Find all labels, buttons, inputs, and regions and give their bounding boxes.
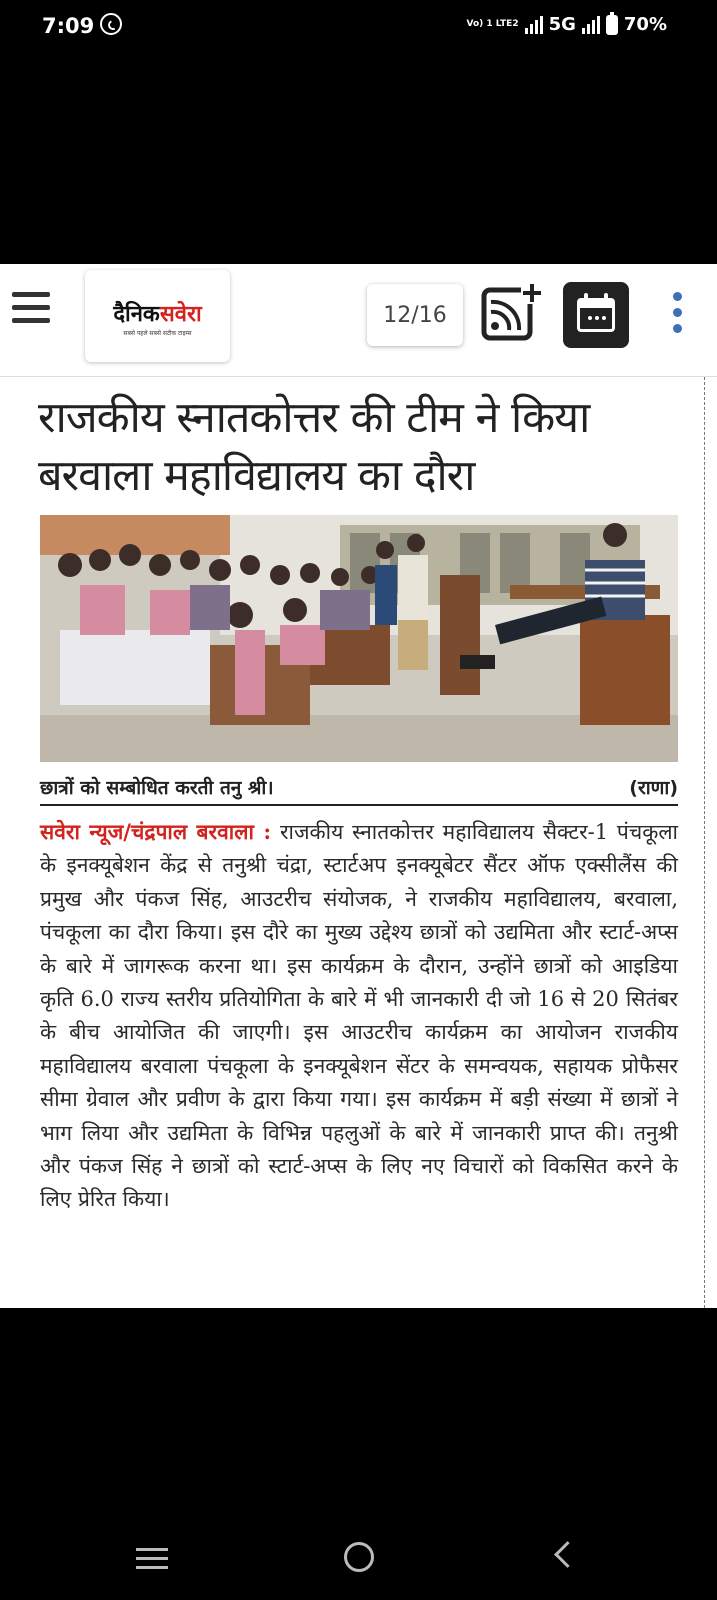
rss-add-icon[interactable] xyxy=(481,282,543,344)
more-vert-icon[interactable] xyxy=(673,292,683,340)
battery-percent: 70% xyxy=(623,14,667,35)
article-body xyxy=(40,815,678,1217)
page-indicator[interactable]: 12/16 xyxy=(367,284,463,346)
status-bar xyxy=(0,0,717,56)
article-page xyxy=(0,377,717,1308)
network-type: 5G xyxy=(548,14,576,35)
volte-label: Vo) 1 LTE2 xyxy=(466,19,519,29)
photo-credit: (राणा) xyxy=(629,777,678,799)
recents-icon[interactable] xyxy=(136,1548,168,1575)
newspaper-logo[interactable] xyxy=(85,270,230,362)
logo-tagline: सबसे पहले सबसे सटीक टाइम्स xyxy=(123,330,192,337)
back-icon[interactable] xyxy=(554,1541,581,1568)
app-header xyxy=(0,264,717,377)
logo-text-black: दैनिक xyxy=(113,301,160,327)
photo-caption-row xyxy=(40,770,678,806)
article-body-text: राजकीय स्नातकोत्तर महाविद्यालय सैक्टर-1 पंचकूला के इनक्यूबेशन केंद्र से तनुश्री चंद्रा, स्टार्टअप इनक्यूबेटर सैंटर ऑफ एक्सीलैंस की प्रमुख और पंकज सिंह, आउटरीच संयोजक, ने राजकीय महाविद्यालय, बरवाला, पंचकूला का दौरा किया। इस दौरे का मुख्य उद्देश्य छात्रों को उद्यमिता और स्टार्ट-अप्स के बारे में जागरूक करना था। इस कार्यक्रम के दौरान, उन्होंने छात्रों को आइडिया कृति 6.0 राज्य स्तरीय प्रतियोगिता के बारे में भी जानकारी दी जो 16 से 20 सितंबर के बीच आयोजित की जाएगी। इस आउटरीच कार्यक्रम का आयोजन राजकीय महाविद्यालय बरवाला पंचकूला के इनक्यूबेशन सेंटर के समन्वयक, सहायक प्रोफैसर सीमा ग्रेवाल और प्रवीण के द्वारा किया गया। इस कार्यक्रम में बड़ी संख्या में छात्रों ने भाग लिया और उद्यमिता के विभिन्न पहलुओं के बारे में जानकारी प्राप्त की। तनुश्री और पंकज सिंह ने छात्रों को स्टार्ट-अप्स के लिए नए विचारों को विकसित करने के लिए प्रेरित किया। xyxy=(40,820,678,1212)
status-indicators xyxy=(467,14,668,35)
signal-icon xyxy=(525,16,543,34)
logo-text-red: सवेरा xyxy=(159,301,202,327)
article-dateline: सवेरा न्यूज/चंद्रपाल बरवाला : xyxy=(40,819,272,844)
home-icon[interactable] xyxy=(344,1542,374,1572)
status-time: 7:09 xyxy=(42,14,95,38)
system-nav-bar xyxy=(0,1510,717,1600)
signal-icon-2 xyxy=(582,16,600,34)
menu-icon[interactable] xyxy=(12,292,50,326)
photo-caption: छात्रों को सम्बोधित करती तनु श्री। xyxy=(40,777,274,799)
page-edge-divider xyxy=(704,377,705,1308)
whatsapp-icon xyxy=(100,13,122,35)
article-photo[interactable] xyxy=(40,515,678,762)
calendar-icon[interactable] xyxy=(563,282,629,348)
battery-icon xyxy=(606,15,618,35)
article-headline: राजकीय स्नातकोत्तर की टीम ने किया बरवाला महाविद्यालय का दौरा xyxy=(38,393,590,501)
